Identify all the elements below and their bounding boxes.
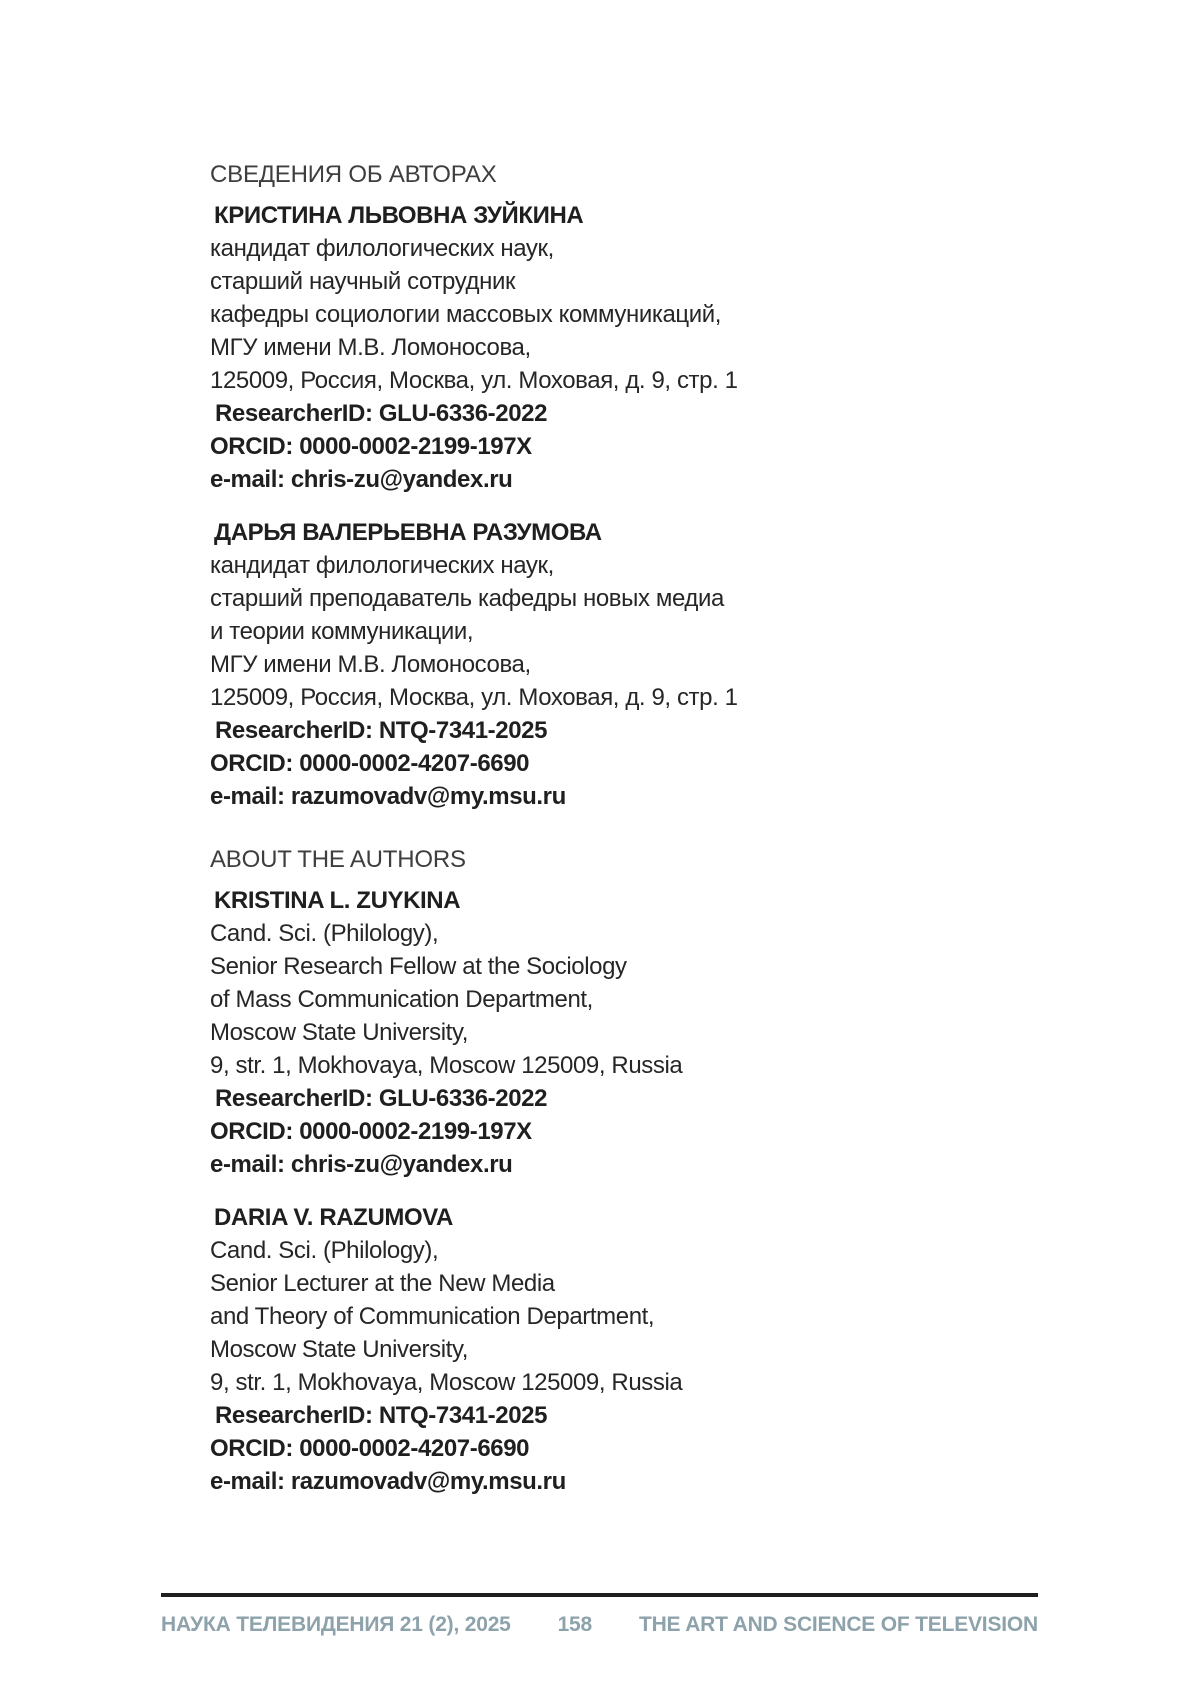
footer-rule (161, 1593, 1038, 1597)
author-affiliation-line: МГУ имени М.В. Ломоносова, (210, 334, 531, 361)
author-name: ДАРЬЯ ВАЛЕРЬЕВНА РАЗУМОВА (214, 519, 602, 546)
orcid: ORCID: 0000-0002-4207-6690 (210, 1435, 530, 1462)
author-affiliation-line: МГУ имени М.В. Ломоносова, (210, 651, 531, 678)
footer-journal-title-en: THE ART AND SCIENCE OF TELEVISION (638, 1613, 1038, 1636)
author-affiliation-line: старший научный сотрудник (210, 268, 516, 295)
author-affiliation-line: Senior Lecturer at the New Media (210, 1270, 555, 1297)
author-name: КРИСТИНА ЛЬВОВНА ЗУЙКИНА (214, 202, 584, 229)
author-address-line: 9, str. 1, Mokhovaya, Moscow 125009, Russia (210, 1369, 683, 1396)
orcid: ORCID: 0000-0002-4207-6690 (210, 750, 530, 777)
author-affiliation-line: and Theory of Communication Department, (210, 1303, 655, 1330)
researcher-id: ResearcherID: GLU-6336-2022 (215, 1085, 548, 1112)
author-affiliation-line: и теории коммуникации, (210, 618, 474, 645)
email: e-mail: razumovadv@my.msu.ru (210, 783, 566, 810)
footer-page-number: 158 (557, 1613, 593, 1636)
author-affiliation-line: старший преподаватель кафедры новых медиа (210, 585, 724, 612)
footer-journal-title-ru: НАУКА ТЕЛЕВИДЕНИЯ 21 (2), 2025 (161, 1613, 511, 1636)
section-authors-en (210, 843, 930, 1498)
page-footer (161, 1593, 1038, 1638)
orcid: ORCID: 0000-0002-2199-197X (210, 1118, 532, 1145)
author-affiliation-line: Moscow State University, (210, 1019, 469, 1046)
author-name: DARIA V. RAZUMOVA (214, 1204, 453, 1231)
section-authors-ru (210, 158, 930, 813)
author-affiliation-line: Cand. Sci. (Philology), (210, 1237, 439, 1264)
author-affiliation-line: Cand. Sci. (Philology), (210, 920, 439, 947)
researcher-id: ResearcherID: GLU-6336-2022 (215, 400, 548, 427)
author-affiliation-line: кандидат филологических наук, (210, 235, 554, 262)
email: e-mail: chris-zu@yandex.ru (210, 466, 513, 493)
author-affiliation-line: of Mass Communication Department, (210, 986, 593, 1013)
author-block-ru-2 (210, 516, 930, 813)
author-address-line: 9, str. 1, Mokhovaya, Moscow 125009, Russia (210, 1052, 683, 1079)
author-block-en-1 (210, 884, 930, 1181)
section-heading-en: ABOUT THE AUTHORS (210, 846, 466, 873)
author-affiliation-line: Moscow State University, (210, 1336, 469, 1363)
author-affiliation-line: кандидат филологических наук, (210, 552, 554, 579)
author-address-line: 125009, Россия, Москва, ул. Моховая, д. 9, стр. 1 (210, 684, 738, 711)
email: e-mail: razumovadv@my.msu.ru (210, 1468, 566, 1495)
author-block-en-2 (210, 1201, 930, 1498)
email: e-mail: chris-zu@yandex.ru (210, 1151, 513, 1178)
footer-row (161, 1612, 1038, 1638)
author-name: KRISTINA L. ZUYKINA (214, 887, 461, 914)
orcid: ORCID: 0000-0002-2199-197X (210, 433, 532, 460)
author-block-ru-1 (210, 199, 930, 496)
author-address-line: 125009, Россия, Москва, ул. Моховая, д. 9, стр. 1 (210, 367, 738, 394)
section-heading-ru: СВЕДЕНИЯ ОБ АВТОРАХ (210, 161, 497, 188)
researcher-id: ResearcherID: NTQ-7341-2025 (215, 1402, 548, 1429)
author-affiliation-line: кафедры социологии массовых коммуникаций, (210, 301, 722, 328)
researcher-id: ResearcherID: NTQ-7341-2025 (215, 717, 548, 744)
page-content (210, 158, 930, 1518)
author-affiliation-line: Senior Research Fellow at the Sociology (210, 953, 627, 980)
